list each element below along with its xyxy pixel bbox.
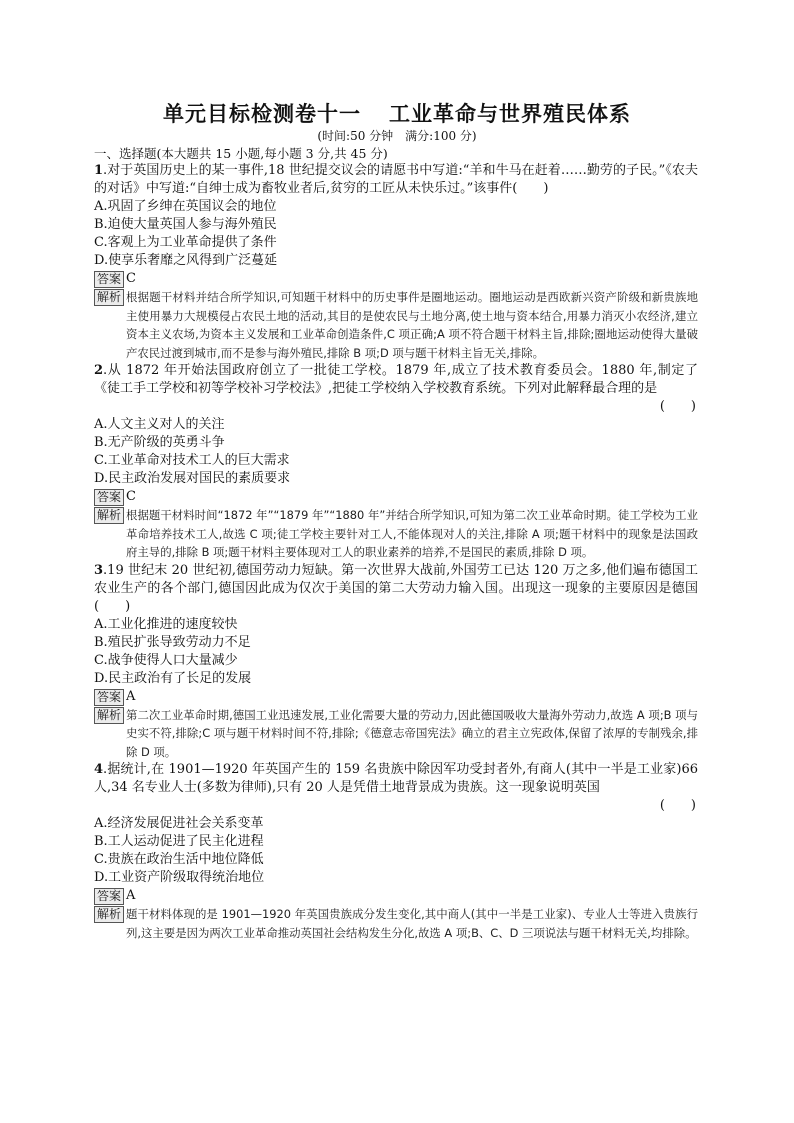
question-number: 3 [94, 562, 104, 578]
option-c: C.工业革命对技术工人的巨大需求 [94, 453, 290, 468]
question-stem [94, 562, 698, 616]
question-2 [94, 362, 698, 562]
answer-tag: 答案 [94, 271, 124, 288]
answer-tag: 答案 [94, 888, 124, 905]
title-part-2: 工业革命与世界殖民体系 [389, 102, 631, 126]
title-part-1: 单元目标检测卷十一 [163, 102, 361, 126]
analysis-text: 题干材料体现的是 1901—1920 年英国贵族成分发生变化,其中商人(其中一半是工业家)、专业人士等进入贵族行列,这主要是因为两次工业革命推动英国社会结构发生分化,故选 A 项;B、C、D 三项说法与题干材料无关,均排除。 [126, 907, 698, 940]
answer-value: C [126, 271, 136, 286]
question-number: 4 [94, 762, 104, 777]
option-b: B.殖民扩张导致劳动力不足 [94, 634, 251, 650]
answer-tag: 答案 [94, 489, 124, 506]
question-1 [94, 162, 698, 362]
page-subtitle: (时间:50 分钟 满分:100 分) [317, 129, 477, 143]
analysis-tag: 解析 [94, 507, 124, 524]
option-b: B.迫使大量英国人参与海外殖民 [94, 217, 277, 232]
answer-blank: ( ) [659, 798, 696, 813]
question-text: .对于英国历史上的某一事件,18 世纪提交议会的请愿书中写道:“羊和牛马在赶着……勤劳的子民。”《农夫的对话》中写道:“自绅士成为畜牧业者后,贫穷的工匠从未快乐过。”该事件( ) [94, 163, 698, 196]
option-d: D.民主政治有了长足的发展 [94, 670, 252, 686]
answer-value: C [126, 489, 136, 504]
answer-row [94, 887, 698, 905]
analysis-row [94, 506, 698, 562]
exam-content [94, 145, 698, 942]
option-c: C.贵族在政治生活中地位降低 [94, 852, 264, 867]
option-b: B.工人运动促进了民主化进程 [94, 834, 264, 849]
question-stem [94, 162, 698, 198]
answer-row [94, 270, 698, 288]
question-stem [94, 761, 698, 797]
option-a: A.巩固了乡绅在英国议会的地位 [94, 199, 277, 214]
section-header: 一、选择题(本大题共 15 小题,每小题 3 分,共 45 分) [94, 146, 388, 161]
page-title [0, 98, 794, 128]
option-c: C.战争使得人口大量减少 [94, 652, 238, 668]
question-4 [94, 761, 698, 942]
analysis-tag: 解析 [94, 906, 124, 923]
analysis-text: 根据题干材料时间“1872 年”“1879 年”“1880 年”并结合所学知识,可知为第二次工业革命时期。徒工学校为工业革命培养技术工人,故选 C 项;徒工学校主要针对工人,不能体现对人的关注,排除 A 项;题干材料中的现象是法国政府主导的,排除 B 项;题干材料主要体现对工人的职业素养的培养,不是国民的素质,排除 D 项。 [126, 508, 698, 559]
answer-blank: ( ) [659, 399, 696, 414]
question-text: .据统计,在 1901—1920 年英国产生的 159 名贵族中除因军功受封者外,有商人(其中一半是工业家)66 人,34 名专业人士(多数为律师),只有 20 人是凭借土地背景成为贵族。这一现象说明英国 [94, 762, 698, 795]
answer-tag: 答案 [94, 689, 124, 706]
analysis-row [94, 706, 698, 762]
option-d: D.使享乐奢靡之风得到广泛蔓延 [94, 253, 278, 268]
option-d: D.民主政治发展对国民的素质要求 [94, 471, 291, 486]
option-a: A.经济发展促进社会关系变革 [94, 816, 264, 831]
answer-value: A [126, 688, 136, 704]
answer-value: A [126, 888, 136, 903]
analysis-text: 第二次工业革命时期,德国工业迅速发展,工业化需要大量的劳动力,因此德国吸收大量海外劳动力,故选 A 项;B 项与史实不符,排除;C 项与题干材料时间不符,排除;《德意志帝国宪法》确立的君主立宪政体,保留了浓厚的专制残余,排除 D 项。 [126, 707, 698, 759]
option-a: A.人文主义对人的关注 [94, 417, 225, 432]
question-number: 2 [94, 363, 104, 378]
question-number: 1 [94, 163, 104, 178]
question-text: .从 1872 年开始法国政府创立了一批徒工学校。1879 年,成立了技术教育委员会。1880 年,制定了《徒工手工学校和初等学校补习学校法》,把徒工学校纳入学校教育系统。下列对此解释最合理的是 [94, 363, 698, 396]
answer-row [94, 688, 698, 706]
question-stem [94, 362, 698, 398]
analysis-tag: 解析 [94, 289, 124, 306]
option-a: A.工业化推进的速度较快 [94, 616, 238, 632]
question-text: .19 世纪末 20 世纪初,德国劳动力短缺。第一次世界大战前,外国劳工已达 120 万之多,他们遍布德国工农业生产的各个部门,德国因此成为仅次于美国的第二大劳动力输入国。出现这一现象的主要原因是德国( ) [94, 562, 698, 614]
analysis-row [94, 288, 698, 362]
option-d: D.工业资产阶级取得统治地位 [94, 870, 265, 885]
analysis-text: 根据题干材料并结合所学知识,可知题干材料中的历史事件是圈地运动。圈地运动是西欧新兴资产阶级和新贵族地主使用暴力大规模侵占农民土地的活动,其目的是使农民与土地分离,使土地与资本结合,用暴力消灭小农经济,建立资本主义农场,为资本主义发展和工业革命创造条件,C 项正确;A 项不符合题干材料主旨,排除;圈地运动使得大量破产农民过渡到城市,而不是参与海外殖民,排除 B 项;D 项与题干材料主旨无关,排除。 [126, 290, 698, 360]
option-c: C.客观上为工业革命提供了条件 [94, 235, 277, 250]
analysis-row [94, 905, 698, 942]
question-3 [94, 562, 698, 762]
answer-row [94, 488, 698, 506]
analysis-tag: 解析 [94, 707, 124, 724]
option-b: B.无产阶级的英勇斗争 [94, 435, 225, 450]
